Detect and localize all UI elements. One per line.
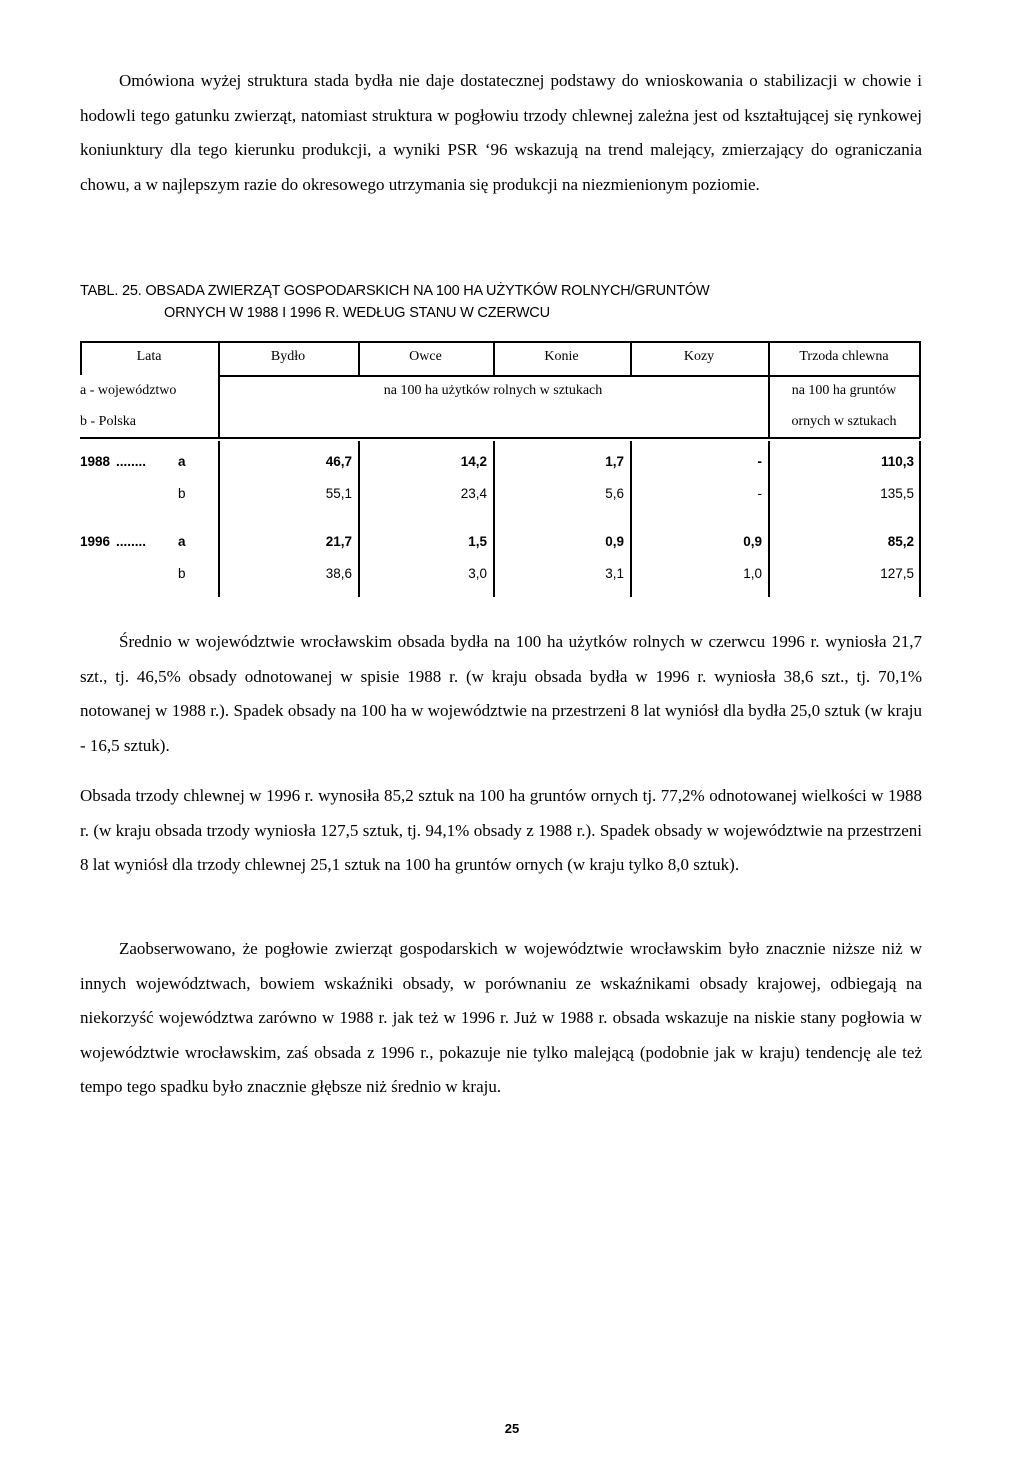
intro-paragraph: Omówiona wyżej struktura stada bydła nie daje dostatecznej podstawy do wnioskowania o stabilizacji w chowie i hodowli tego gatunku zwierząt, natomiast struktura w pogłowiu trzody chlewnej zależna jest od kształtującej się rynkowej koniunktury dla tego kierunku produkcji, a wyniki PSR ‘96 wskazują na trend malejący, zmierzający do ograniczania chowu, a w najlepszym razie do okresowego utrzymania się produkcji na niezmienionym poziomie. [80,71,922,194]
header-owce: Owce [409,349,442,364]
table-cell: 38,6 [325,566,352,581]
page-number: 25 [504,1421,520,1436]
vline-1-body [218,441,220,597]
table-caption-line-1: TABL. 25. OBSADA ZWIERZĄT GOSPODARSKICH NA 100 HA UŻYTKÓW ROLNYCH/GRUNTÓW [80,283,710,299]
legend-b: b - Polska [80,414,136,429]
table-cell: 23,4 [460,486,487,501]
header-rule [218,375,920,377]
livestock-density-table [80,341,920,601]
header-lata: Lata [136,349,162,364]
row-year-label: 1988 [80,454,111,469]
header-konie: Konie [544,349,579,364]
unit-trzoda-2: ornych w sztukach [791,414,897,429]
unit-trzoda-1: na 100 ha gruntów [791,383,897,398]
table-cell: 110,3 [880,454,914,469]
table-top-rule [80,341,920,343]
table-cell: - [757,486,762,501]
vline-right-body [919,441,921,597]
row-sub-label: b [178,566,186,581]
header-trzoda: Trzoda chlewna [799,349,889,364]
row-leader-dots: ........ [116,534,147,549]
unit-main: na 100 ha użytków rolnych w sztukach [383,383,603,398]
table-cell: 46,7 [325,454,352,469]
table-cell: 0,9 [605,534,624,549]
vline-2-body [358,441,360,597]
row-sub-label: a [178,454,186,469]
table-caption-line-2: ORNYCH W 1988 I 1996 R. WEDŁUG STANU W CZERWCU [164,305,550,321]
row-leader-dots: ........ [116,454,147,469]
table-cell: 135,5 [880,486,914,501]
table-cell: 21,7 [325,534,352,549]
table-cell: 55,1 [325,486,352,501]
pigs-paragraph: Obsada trzody chlewnej w 1996 r. wynosiła 85,2 sztuk na 100 ha gruntów ornych tj. 77,2% odnotowanej wielkości w 1988 r. (w kraju obsada trzody wyniosła 127,5 sztuk, tj. 94,1% obsady z 1988 r.). Spadek obsady w województwie na przestrzeni 8 lat wyniósł dla trzody chlewnej 25,1 sztuk na 100 ha gruntów ornych (w kraju tylko 8,0 sztuk). [80,786,922,874]
header-kozy: Kozy [683,349,715,364]
row-sub-label: b [178,486,186,501]
table-cell: - [757,454,762,469]
table-cell: 3,1 [605,566,624,581]
header-bydlo: Bydło [270,349,306,364]
table-cell: 14,2 [460,454,487,469]
table-cell: 1,0 [743,566,762,581]
vline-4-body [630,441,632,597]
table-cell: 85,2 [887,534,914,549]
table-cell: 3,0 [468,566,487,581]
row-sub-label: a [178,534,186,549]
table-caption [80,280,940,324]
table-cell: 0,9 [743,534,762,549]
vline-3-body [493,441,495,597]
table-cell: 1,5 [468,534,487,549]
header-bottom-rule [80,437,920,439]
cattle-paragraph: Średnio w województwie wrocławskim obsada bydła na 100 ha użytków rolnych w czerwcu 1996 r. wyniosła 21,7 szt., tj. 46,5% obsady odnotowanej w spisie 1988 r. (w kraju obsada bydła w 1996 r. wyniosła 38,6 szt., tj. 70,1% notowanej w 1988 r.). Spadek obsady na 100 ha w województwie na przestrzeni 8 lat wyniósł dla bydła 25,0 sztuk (w kraju - 16,5 sztuk). [80,632,922,755]
table-cell: 1,7 [605,454,624,469]
legend-a: a - województwo [80,383,177,398]
table-cell: 127,5 [880,566,914,581]
row-year-label: 1996 [80,534,111,549]
table-cell: 5,6 [605,486,624,501]
conclusion-paragraph: Zaobserwowano, że pogłowie zwierząt gospodarskich w województwie wrocławskim było znacznie niższe niż w innych województwach, bowiem wskaźniki obsady, w porównaniu ze wskaźnikami obsady krajowej, odbiegają na niekorzyść województwa zarówno w 1988 r. jak też w 1996 r. Już w 1988 r. obsada wskazuje na niskie stany pogłowia w województwie wrocławskim, zaś obsada z 1996 r., pokazuje nie tylko malejącą (podobnie jak w kraju) tendencję ale też tempo tego spadku było znacznie głębsze niż średnio w kraju. [80,939,922,1096]
vline-5-body [768,441,770,597]
